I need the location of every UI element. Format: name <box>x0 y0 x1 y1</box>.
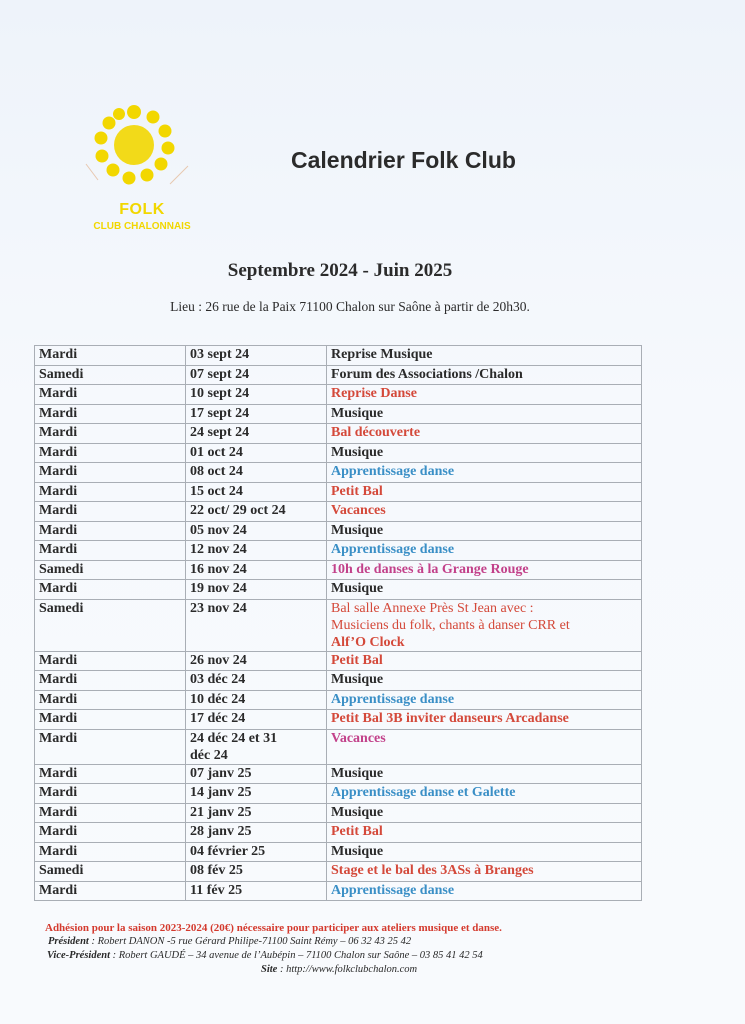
row-event-text: Musique <box>331 581 384 596</box>
site-label: Site <box>261 964 278 975</box>
row-event <box>327 823 642 843</box>
row-event-text: 10h de danses à la Grange Rouge <box>331 561 529 577</box>
row-date <box>186 862 327 882</box>
row-date-text: 14 janv 25 <box>190 785 252 800</box>
row-event-text: Vacances <box>331 730 386 746</box>
calendar-row <box>35 443 642 463</box>
row-event-text: Musique <box>331 522 384 538</box>
row-date <box>186 729 327 764</box>
row-date <box>186 365 327 385</box>
calendar-row <box>35 502 642 522</box>
row-date-text: 04 février 25 <box>190 843 266 859</box>
row-date-text: 23 nov 24 <box>190 600 247 616</box>
row-event <box>327 651 642 671</box>
row-day: Mardi <box>35 482 186 502</box>
location-line: Lieu : 26 rue de la Paix 71100 Chalon sur Saône à partir de 20h30. <box>170 299 530 314</box>
row-event-text: Musique <box>331 672 384 687</box>
row-date-text: 07 janv 25 <box>190 765 252 781</box>
row-event-text: Apprentissage danse <box>331 691 455 707</box>
row-date <box>186 599 327 651</box>
row-day: Mardi <box>35 710 186 730</box>
row-event <box>327 482 642 502</box>
calendar-row <box>35 690 642 710</box>
calendar-row <box>35 729 642 764</box>
calendar-row <box>35 881 642 901</box>
row-day: Mardi <box>35 671 186 691</box>
row-event-text: Musique <box>331 843 384 859</box>
row-day: Mardi <box>35 541 186 561</box>
row-date-text: 24 déc 24 et 31 <box>190 730 278 746</box>
vice-president-details: : Robert GAUDÉ – 34 avenue de l’Aubépin – 71100 Chalon sur Saône – 03 85 41 42 54 <box>110 950 483 961</box>
row-date-text: 05 nov 24 <box>190 522 247 538</box>
row-event <box>327 346 642 366</box>
row-event <box>327 463 642 483</box>
calendar-row <box>35 862 642 882</box>
calendar-row <box>35 541 642 561</box>
logo-folk-text: FOLK <box>119 201 165 218</box>
calendar-row <box>35 424 642 444</box>
row-event <box>327 862 642 882</box>
calendar-body <box>35 346 642 901</box>
row-event-text: Apprentissage danse <box>331 542 455 557</box>
page-title: Calendrier Folk Club <box>291 147 516 173</box>
row-date <box>186 823 327 843</box>
calendar-row <box>35 346 642 366</box>
calendar-row <box>35 560 642 580</box>
row-day: Mardi <box>35 385 186 405</box>
row-date-text-line2: déc 24 <box>190 747 228 763</box>
calendar-row <box>35 404 642 424</box>
row-date <box>186 443 327 463</box>
row-day: Samedi <box>35 862 186 882</box>
calendar-row <box>35 385 642 405</box>
calendar-row <box>35 803 642 823</box>
row-date-text: 22 oct/ 29 oct 24 <box>190 503 286 518</box>
row-event-text: Musique <box>331 405 384 421</box>
row-event <box>327 580 642 600</box>
calendar-row <box>35 784 642 804</box>
row-event-text: Apprentissage danse <box>331 882 455 898</box>
row-date <box>186 482 327 502</box>
row-event <box>327 784 642 804</box>
row-day: Mardi <box>35 651 186 671</box>
row-event-text: Apprentissage danse <box>331 464 455 479</box>
row-date <box>186 881 327 901</box>
row-date <box>186 560 327 580</box>
row-event <box>327 424 642 444</box>
row-date-text: 01 oct 24 <box>190 444 243 460</box>
row-date-text: 19 nov 24 <box>190 581 247 596</box>
row-date <box>186 385 327 405</box>
row-day: Mardi <box>35 881 186 901</box>
row-day: Mardi <box>35 842 186 862</box>
calendar-row <box>35 651 642 671</box>
row-date-text: 21 janv 25 <box>190 804 252 820</box>
row-day: Samedi <box>35 560 186 580</box>
row-event <box>327 521 642 541</box>
folk-club-logo <box>72 100 212 240</box>
row-event <box>327 385 642 405</box>
row-event <box>327 560 642 580</box>
row-day: Mardi <box>35 443 186 463</box>
row-event-text: Bal salle Annexe Près St Jean avec : <box>331 600 534 616</box>
row-event <box>327 690 642 710</box>
calendar-row <box>35 842 642 862</box>
row-event <box>327 764 642 784</box>
president-details: : Robert DANON -5 rue Gérard Philipe-71100 Saint Rémy – 06 32 43 25 42 <box>88 936 412 947</box>
calendar-row <box>35 521 642 541</box>
row-date <box>186 671 327 691</box>
row-event-text: Stage et le bal des 3ASs à Branges <box>331 863 534 878</box>
vice-president-contact <box>47 950 745 961</box>
row-event-text-line2: Musiciens du folk, chants à danser CRR et <box>331 617 570 633</box>
row-event-text: Vacances <box>331 503 386 518</box>
row-event-text: Reprise Danse <box>331 386 417 401</box>
row-date <box>186 580 327 600</box>
website-line <box>261 964 745 975</box>
row-event <box>327 404 642 424</box>
row-date <box>186 764 327 784</box>
row-day: Mardi <box>35 404 186 424</box>
sun-logo-icon <box>72 100 212 200</box>
row-date <box>186 690 327 710</box>
row-event <box>327 803 642 823</box>
row-date <box>186 541 327 561</box>
row-date <box>186 463 327 483</box>
row-date-text: 12 nov 24 <box>190 542 247 557</box>
row-event <box>327 443 642 463</box>
row-day: Samedi <box>35 365 186 385</box>
row-date-text: 07 sept 24 <box>190 366 250 382</box>
row-event-text: Petit Bal <box>331 652 383 668</box>
logo-club-text: CLUB CHALONNAIS <box>93 221 191 232</box>
row-date <box>186 784 327 804</box>
row-event-text: Forum des Associations /Chalon <box>331 366 523 382</box>
row-date <box>186 404 327 424</box>
row-event <box>327 671 642 691</box>
row-day: Mardi <box>35 502 186 522</box>
row-event-text: Apprentissage danse et Galette <box>331 785 516 800</box>
row-date-text: 10 déc 24 <box>190 691 246 707</box>
row-event-text: Musique <box>331 444 384 460</box>
row-date-text: 03 déc 24 <box>190 672 246 687</box>
row-date-text: 17 sept 24 <box>190 405 250 421</box>
row-day: Mardi <box>35 729 186 764</box>
row-date-text: 03 sept 24 <box>190 347 250 362</box>
season-heading: Septembre 2024 - Juin 2025 <box>227 260 453 281</box>
row-date-text: 10 sept 24 <box>190 386 250 401</box>
row-day: Mardi <box>35 690 186 710</box>
row-day: Mardi <box>35 784 186 804</box>
row-date-text: 16 nov 24 <box>190 561 247 577</box>
calendar-table <box>34 345 642 901</box>
calendar-row <box>35 671 642 691</box>
row-date <box>186 346 327 366</box>
president-label: Président <box>48 936 89 947</box>
calendar-row <box>35 580 642 600</box>
row-date <box>186 502 327 522</box>
row-day: Mardi <box>35 521 186 541</box>
row-day: Mardi <box>35 424 186 444</box>
row-date-text: 26 nov 24 <box>190 652 247 668</box>
row-day: Mardi <box>35 803 186 823</box>
row-event <box>327 842 642 862</box>
membership-note: Adhésion pour la saison 2023-2024 (20€) nécessaire pour participer aux ateliers musique et danse. <box>45 922 502 934</box>
row-day: Mardi <box>35 823 186 843</box>
calendar-row <box>35 764 642 784</box>
calendar-row <box>35 365 642 385</box>
row-day: Mardi <box>35 346 186 366</box>
row-day: Mardi <box>35 764 186 784</box>
row-event-text: Petit Bal <box>331 483 383 499</box>
site-url[interactable]: : http://www.folkclubchalon.com <box>277 964 418 975</box>
row-event-text: Musique <box>331 765 384 781</box>
row-date <box>186 710 327 730</box>
row-day: Samedi <box>35 599 186 651</box>
calendar-row <box>35 482 642 502</box>
row-event <box>327 541 642 561</box>
row-event <box>327 881 642 901</box>
row-event <box>327 729 642 764</box>
row-date-text: 11 fév 25 <box>190 882 243 898</box>
vice-president-label: Vice-Président <box>47 950 110 961</box>
row-event <box>327 599 642 651</box>
calendar-row <box>35 599 642 651</box>
calendar-row <box>35 823 642 843</box>
row-date-text: 17 déc 24 <box>190 711 246 726</box>
president-contact <box>48 936 745 947</box>
row-event <box>327 710 642 730</box>
row-event-text: Musique <box>331 804 384 820</box>
calendar-row <box>35 710 642 730</box>
row-date-text: 24 sept 24 <box>190 425 250 440</box>
row-date-text: 08 fév 25 <box>190 863 243 878</box>
row-event <box>327 365 642 385</box>
row-event-text-line3: Alf’O Clock <box>331 634 405 650</box>
calendar-row <box>35 463 642 483</box>
row-date <box>186 521 327 541</box>
row-day: Mardi <box>35 580 186 600</box>
row-event-text: Petit Bal 3B inviter danseurs Arcadanse <box>331 711 569 726</box>
row-date-text: 28 janv 25 <box>190 824 252 839</box>
row-date <box>186 424 327 444</box>
row-day: Mardi <box>35 463 186 483</box>
row-event <box>327 502 642 522</box>
row-date <box>186 651 327 671</box>
row-date-text: 15 oct 24 <box>190 483 243 499</box>
row-event-text: Bal découverte <box>331 425 421 440</box>
row-date-text: 08 oct 24 <box>190 464 243 479</box>
row-date <box>186 803 327 823</box>
row-event-text: Reprise Musique <box>331 347 433 362</box>
row-date <box>186 842 327 862</box>
row-event-text: Petit Bal <box>331 824 383 839</box>
